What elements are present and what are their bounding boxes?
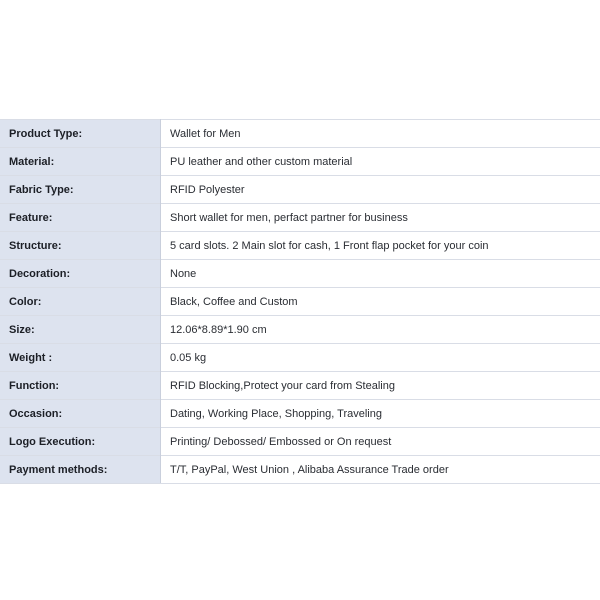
spec-value: Dating, Working Place, Shopping, Traveling [161,400,600,428]
spec-value: Short wallet for men, perfact partner for business [161,204,600,232]
spec-row-weight [0,344,600,372]
spec-value: None [161,260,600,288]
spec-row-occasion [0,400,600,428]
spec-row-color [0,288,600,316]
spec-value: RFID Polyester [161,176,600,204]
spec-label: Color: [0,288,161,316]
spec-label: Structure: [0,232,161,260]
spec-label: Decoration: [0,260,161,288]
spec-value: 5 card slots. 2 Main slot for cash, 1 Front flap pocket for your coin [161,232,600,260]
spec-label: Product Type: [0,120,161,148]
spec-value: 0.05 kg [161,344,600,372]
spec-label: Occasion: [0,400,161,428]
spec-value: RFID Blocking,Protect your card from Stealing [161,372,600,400]
spec-row-structure [0,232,600,260]
spec-label: Weight : [0,344,161,372]
spec-label: Payment methods: [0,456,161,484]
spec-value: Wallet for Men [161,120,600,148]
spec-label: Feature: [0,204,161,232]
spec-label: Logo Execution: [0,428,161,456]
spec-row-fabric-type [0,176,600,204]
spec-row-material [0,148,600,176]
spec-row-product-type [0,120,600,148]
spec-label: Material: [0,148,161,176]
spec-row-decoration [0,260,600,288]
spec-value: T/T, PayPal, West Union , Alibaba Assurance Trade order [161,456,600,484]
product-spec-table [0,119,600,484]
spec-row-logo-execution [0,428,600,456]
spec-row-feature [0,204,600,232]
spec-label: Function: [0,372,161,400]
spec-row-size [0,316,600,344]
spec-value: Black, Coffee and Custom [161,288,600,316]
spec-label: Size: [0,316,161,344]
spec-value: 12.06*8.89*1.90 cm [161,316,600,344]
spec-row-payment-methods [0,456,600,484]
spec-table-body [0,120,600,484]
spec-row-function [0,372,600,400]
spec-value: PU leather and other custom material [161,148,600,176]
spec-value: Printing/ Debossed/ Embossed or On request [161,428,600,456]
spec-label: Fabric Type: [0,176,161,204]
